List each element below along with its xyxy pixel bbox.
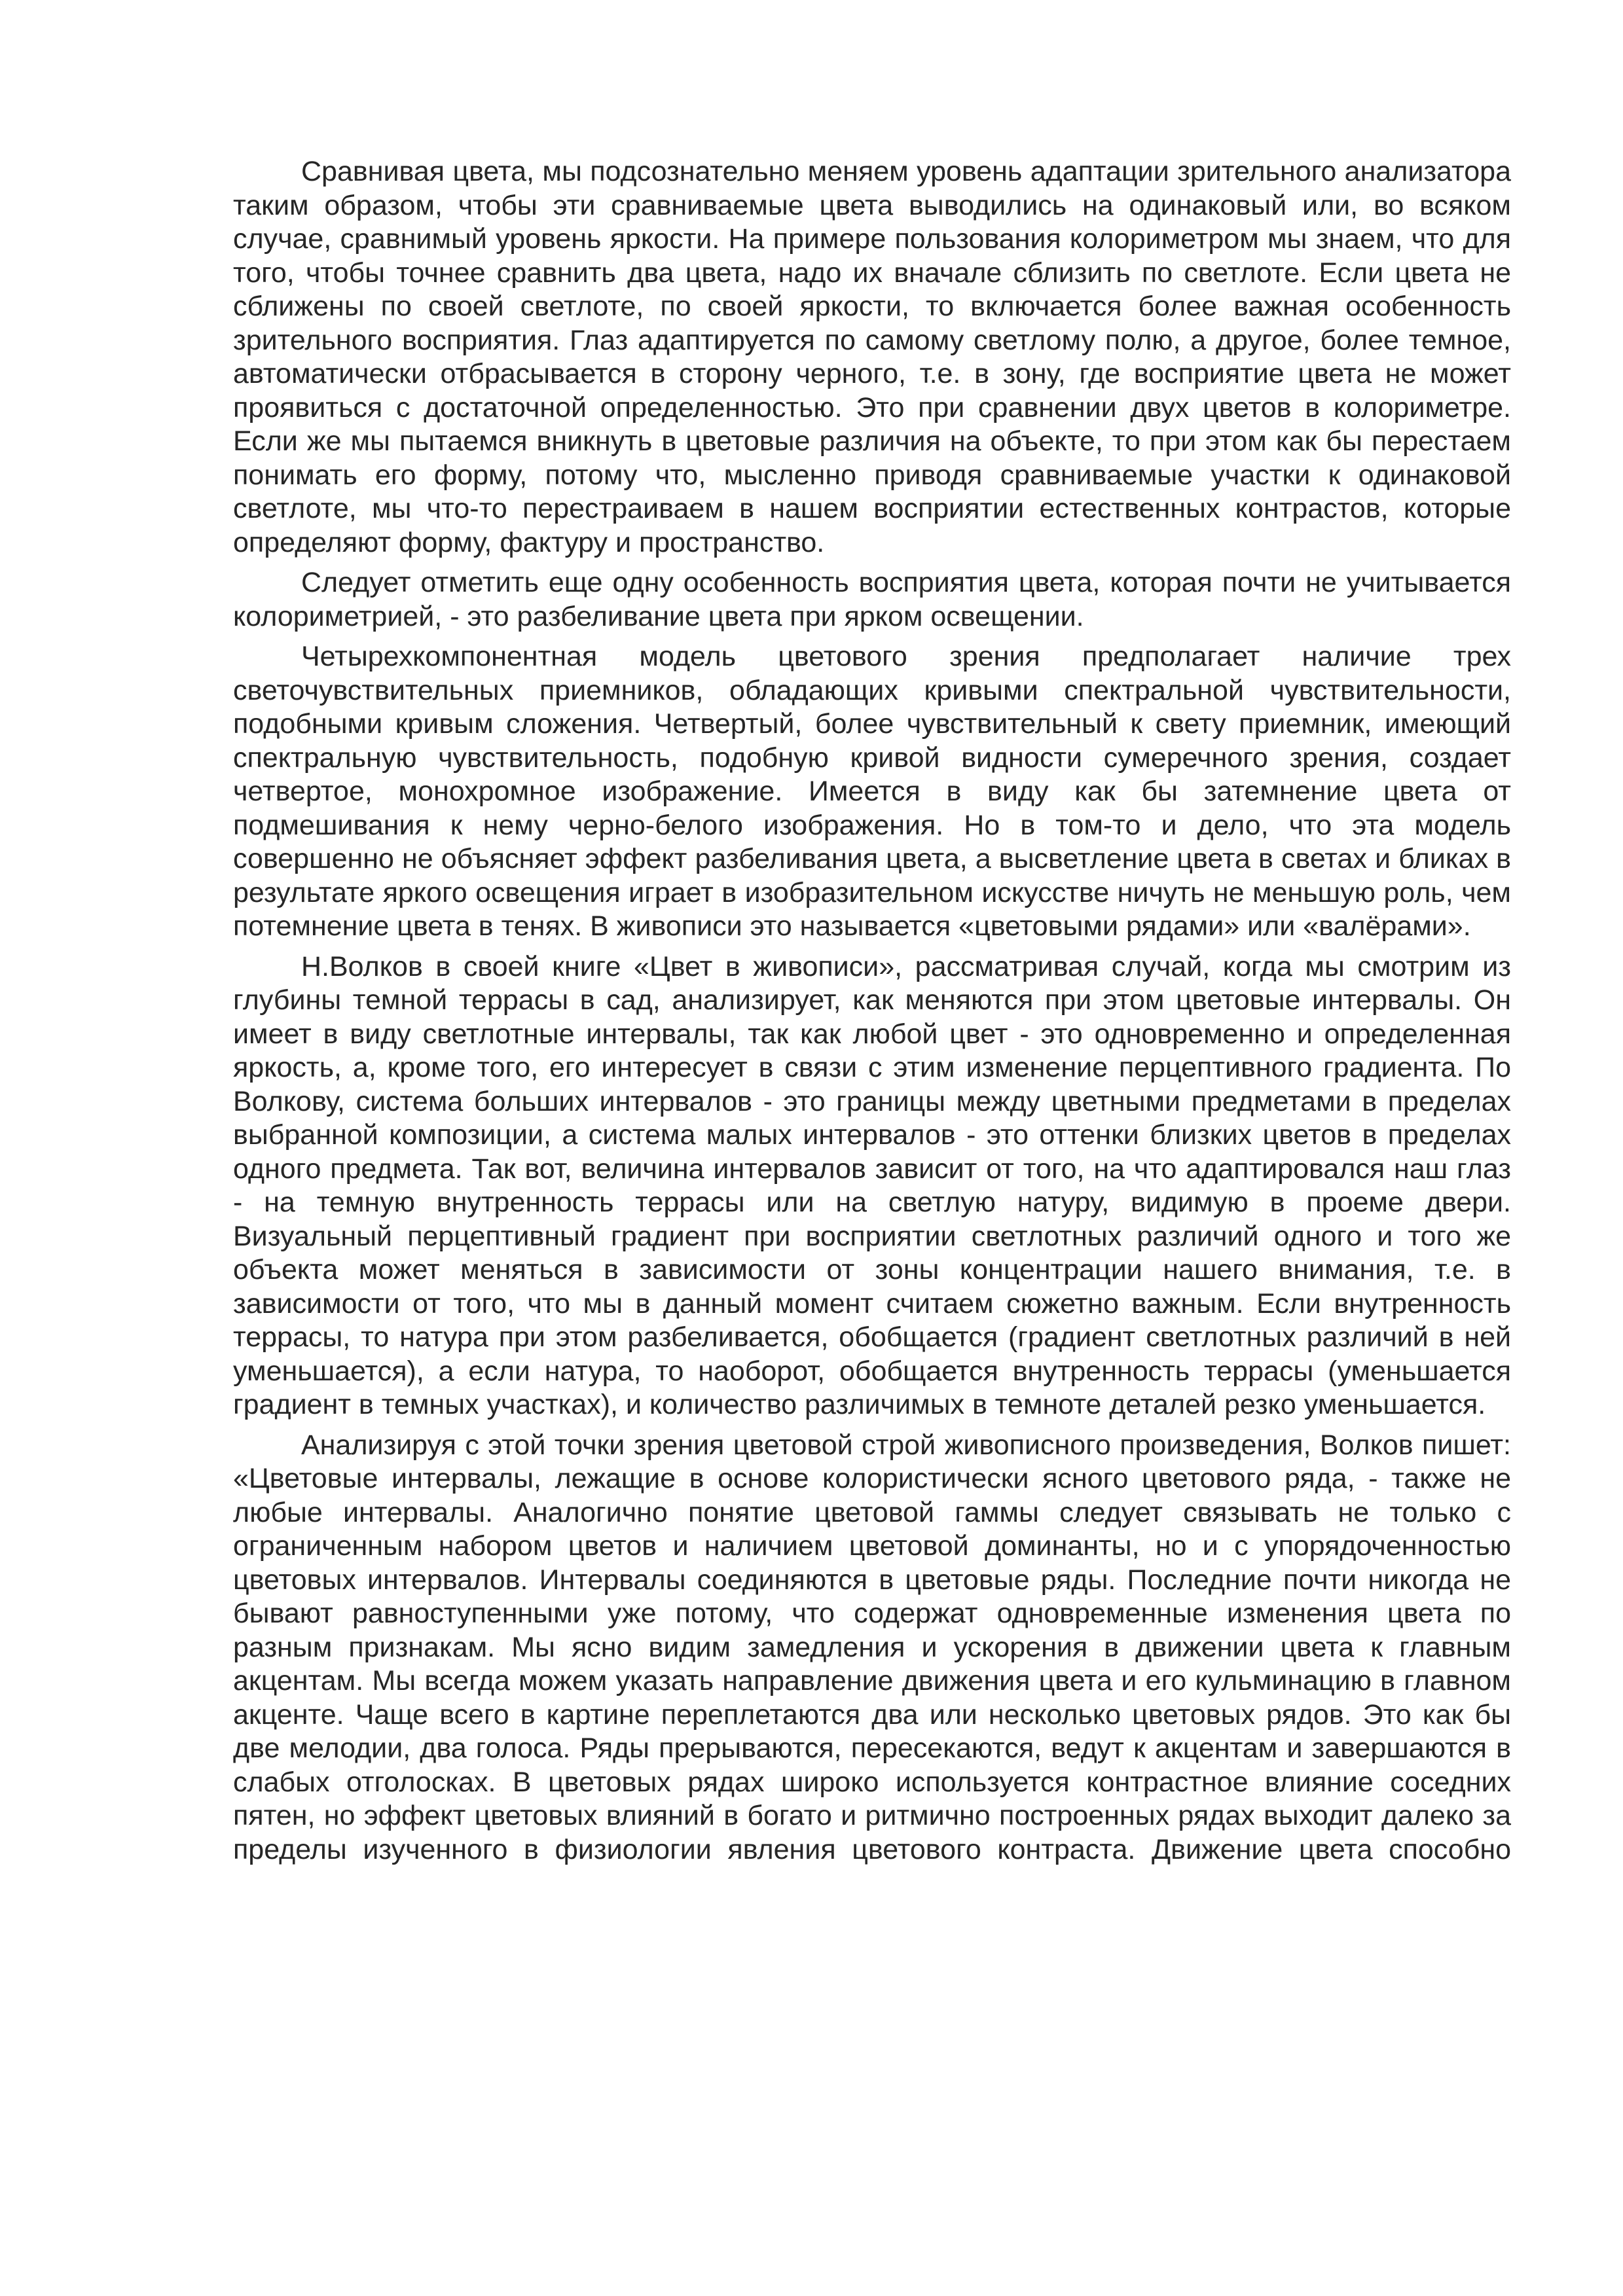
paragraph-volkov-color-rows: Анализируя с этой точки зрения цветовой строй живописного произведения, Волков пишет: «Цветовые интервалы, лежащие в основе колористически ясного цветового ряда, - также не любые интервалы. Аналогично понятие цветовой гаммы следует связывать не только с ограниченным набором цветов и наличием цветовой доминанты, но и с упорядоченностью цветовых интервалов. Интервалы соединяются в цветовые ряды. Последние почти никогда не бывают равноступенными уже потому, что содержат одновременные изменения цвета по разным признакам. Мы ясно видим замедления и ускорения в движении цвета к главным акцентам. Мы всегда можем указать направление движения цвета и его кульминацию в главном акценте. Чаще всего в картине переплетаются два или несколько цветовых рядов. Это как бы две мелодии, два голоса. Ряды прерываются, пересекаются, ведут к акцентам и завершаются в слабых отголосках. В цветовых рядах широко используется контрастное влияние соседних пятен, но эффект цветовых влияний в богато и ритмично построенных рядах выходит далеко за пределы изученного в физиологии явления цветового контраста. Движение цвета способно (233, 1429, 1511, 1865)
paragraph-volkov-terrace: Н.Волков в своей книге «Цвет в живописи», рассматривая случай, когда мы смотрим из глубины темной террасы в сад, анализирует, как меняются при этом цветовые интервалы. Он имеет в виду светлотные интервалы, так как любой цвет - это одновременно и определенная яркость, а, кроме того, его интересует в связи с этим изменение перцептивного градиента. По Волкову, система больших интервалов - это границы между цветными предметами в пределах выбранной композиции, а система малых интервалов - это оттенки близких цветов в пределах одного предмета. Так вот, величина интервалов зависит от того, на что адаптировался наш глаз - на темную внутренность террасы или на светлую натуру, видимую в проеме двери. Визуальный перцептивный градиент при восприятии светлотных различий одного и того же объекта может меняться в зависимости от зоны концентрации нашего внимания, т.е. в зависимости от того, что мы в данный момент считаем сюжетно важным. Если внутренность террасы, то натура при этом разбеливается, обобщается (градиент светлотных различий в ней уменьшается), а если натура, то наоборот, обобщается внутренность террасы (уменьшается градиент в темных участках), и количество различимых в темноте деталей резко уменьшается. (233, 950, 1511, 1420)
paragraph-four-component-model: Четырехкомпонентная модель цветового зрения предполагает наличие трех светочувствительных приемников, обладающих кривыми спектральной чувствительности, подобными кривым сложения. Четвертый, более чувствительный к свету приемник, имеющий спектральную чувствительность, подобную кривой видности сумеречного зрения, создает четвертое, монохромное изображение. Имеется в виду как бы затемнение цвета от подмешивания к нему черно-белого изображения. Но в том-то и дело, что эта модель совершенно не объясняет эффект разбеливания цвета, а высветление цвета в светах и бликах в результате яркого освещения играет в изобразительном искусстве ничуть не меньшую роль, чем потемнение цвета в тенях. В живописи это называется «цветовыми рядами» или «валёрами». (233, 641, 1511, 942)
body-text (233, 155, 1511, 1867)
paragraph-whitening: Следует отметить еще одну особенность восприятия цвета, которая почти не учитывается колориметрией, - это разбеливание цвета при ярком освещении. (233, 567, 1511, 632)
paragraph-adaptation: Сравнивая цвета, мы подсознательно меняем уровень адаптации зрительного анализатора таким образом, чтобы эти сравниваемые цвета выводились на одинаковый или, во всяком случае, сравнимый уровень яркости. На примере пользования колориметром мы знаем, что для того, чтобы точнее сравнить два цвета, надо их вначале сблизить по светлоте. Если цвета не сближены по своей светлоте, по своей яркости, то включается более важная особенность зрительного восприятия. Глаз адаптируется по самому светлому полю, а другое, более темное, автоматически отбрасывается в сторону черного, т.е. в зону, где восприятие цвета не может проявиться с достаточной определенностью. Это при сравнении двух цветов в колориметре. Если же мы пытаемся вникнуть в цветовые различия на объекте, то при этом как бы перестаем понимать его форму, потому что, мысленно приводя сравниваемые участки к одинаковой светлоте, мы что-то перестраиваем в нашем восприятии естественных контрастов, которые определяют форму, фактуру и пространство. (233, 156, 1511, 558)
